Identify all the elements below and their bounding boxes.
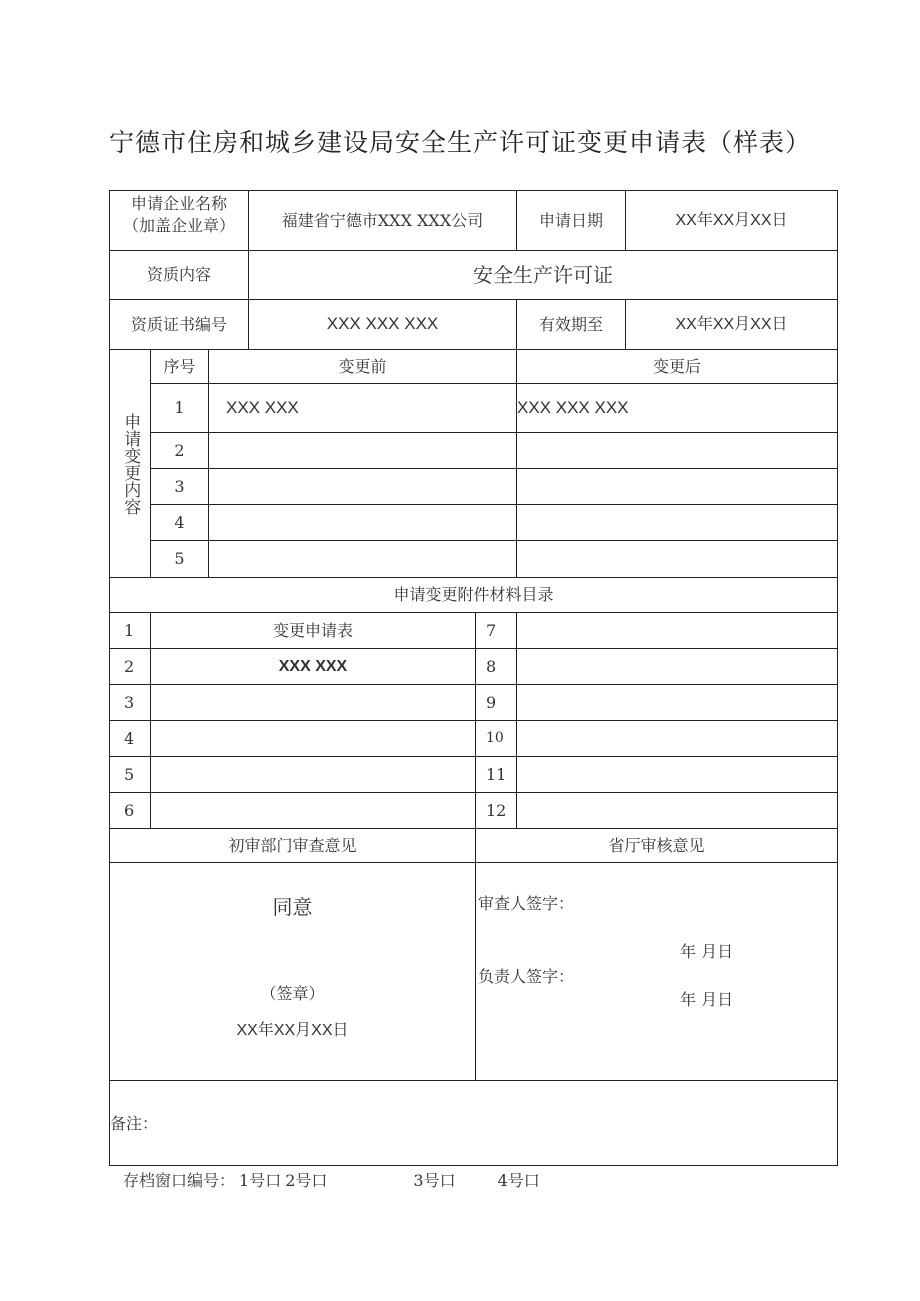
leader-signature-label: 负责人签字：	[478, 967, 575, 987]
attachment-no: 9	[486, 692, 497, 712]
agree-text: 同意	[272, 895, 313, 919]
form-title: 宁德市住房和城乡建设局安全生产许可证变更申请表（样表）	[108, 128, 811, 157]
cert-number-value: XXX XXX XXX	[326, 314, 439, 334]
change-content-label: 申请变更内容	[120, 412, 141, 515]
attachment-no: 3	[124, 692, 135, 712]
attachment-no: 10	[486, 730, 504, 747]
attachment-no: 11	[486, 764, 507, 784]
initial-review-header: 初审部门审查意见	[228, 835, 357, 855]
col-sequence: 序号	[163, 356, 196, 376]
archive-window-label: 存档窗口编号：	[123, 1171, 236, 1190]
change-row-no: 2	[174, 440, 185, 460]
reviewer-signature-label: 审查人签字：	[478, 894, 575, 914]
change-row-before: XXX XXX	[226, 398, 299, 417]
change-row-no: 5	[174, 549, 185, 569]
remarks-label: 备注：	[110, 1114, 159, 1134]
attachment-no: 7	[486, 620, 497, 640]
attachment-no: 12	[486, 800, 507, 820]
attachment-no: 8	[486, 656, 497, 676]
company-name-label: 申请企业名称（加盖企业章）	[122, 194, 235, 235]
window-3: 3号口	[413, 1171, 456, 1190]
qualification-value: 安全生产许可证	[473, 263, 613, 287]
window-4: 4号口	[497, 1171, 540, 1190]
seal-label: （签章）	[260, 984, 325, 1004]
attachment-no: 4	[124, 728, 135, 748]
change-row-no: 3	[174, 476, 185, 496]
cert-number-label: 资质证书编号	[130, 314, 227, 334]
attachment-no: 5	[124, 764, 135, 784]
attachment-item: XXX XXX	[278, 657, 348, 675]
col-before: 变更前	[338, 356, 387, 376]
provincial-review-header: 省厅审核意见	[608, 835, 705, 855]
change-row-no: 4	[174, 512, 185, 532]
leader-date: 年 月日	[680, 990, 734, 1010]
company-name-value: 福建省宁德市XXX XXX公司	[281, 210, 484, 230]
valid-until-value: XX年XX月XX日	[675, 315, 788, 333]
attachment-no: 6	[124, 800, 135, 820]
attachments-title: 申请变更附件材料目录	[393, 585, 554, 605]
attachment-no: 2	[124, 656, 135, 676]
col-after: 变更后	[652, 356, 701, 376]
attachment-item: 变更申请表	[272, 620, 353, 640]
change-row-no: 1	[174, 398, 185, 418]
archive-window-line	[123, 1168, 544, 1191]
qualification-label: 资质内容	[146, 265, 211, 285]
window-1: 1号口	[239, 1171, 282, 1190]
attachment-no: 1	[124, 620, 135, 640]
valid-until-label: 有效期至	[538, 314, 603, 334]
change-row-after: XXX XXX XXX	[517, 398, 629, 417]
window-2: 2号口	[285, 1171, 328, 1190]
apply-date-value: XX年XX月XX日	[675, 211, 788, 229]
seal-date: XX年XX月XX日	[236, 1022, 349, 1040]
reviewer-date: 年 月日	[680, 942, 734, 962]
apply-date-label: 申请日期	[538, 210, 603, 230]
